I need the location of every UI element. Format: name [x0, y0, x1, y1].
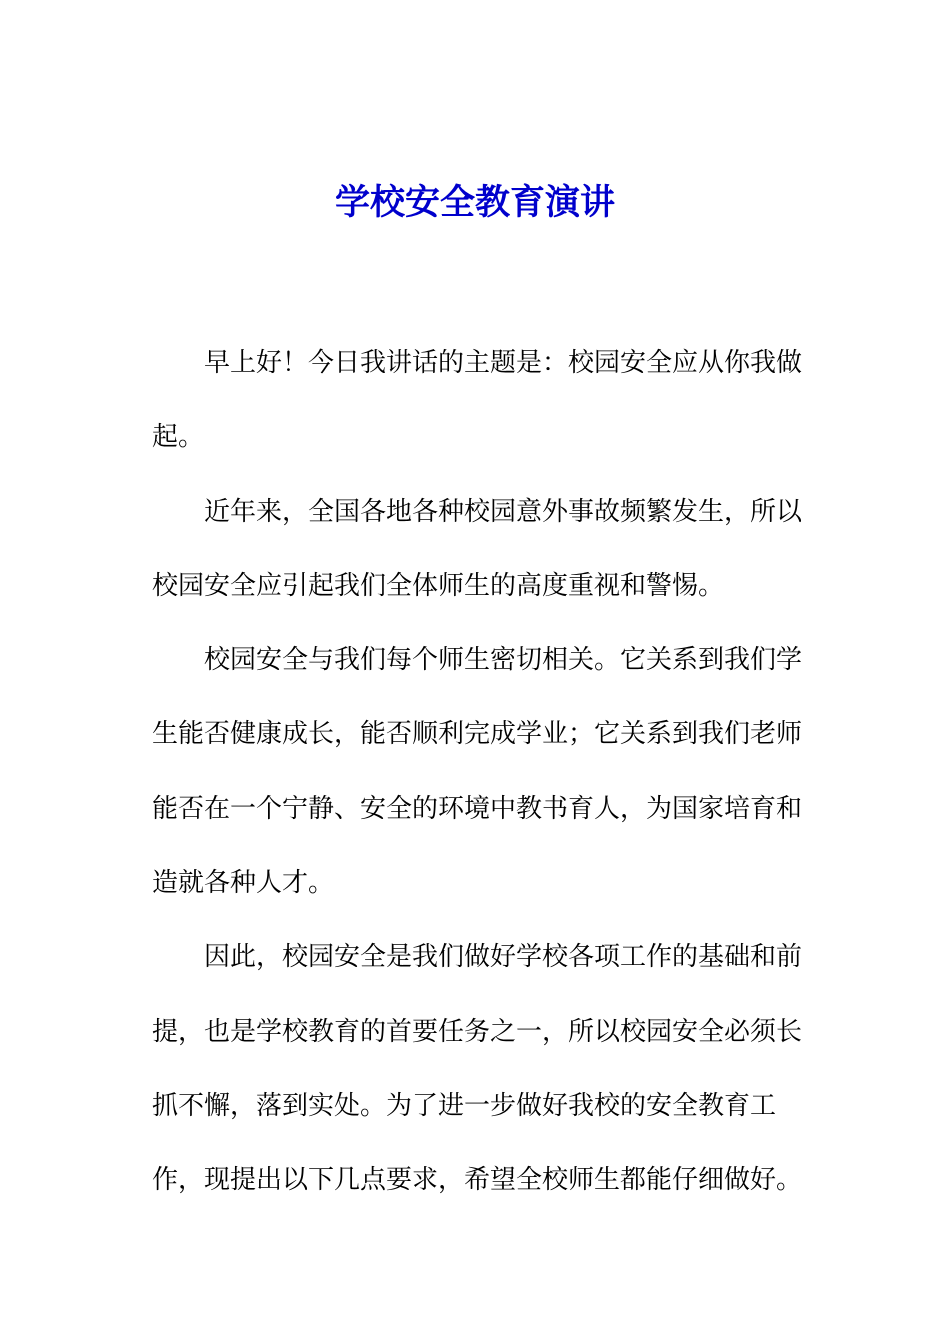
paragraph-1-line-2: 起。	[152, 422, 205, 453]
document-title: 学校安全教育演讲	[334, 182, 615, 223]
paragraph-2-line-1: 近年来，全国各地各种校园意外事故频繁发生，所以	[204, 496, 803, 527]
paragraph-3-line-1: 校园安全与我们每个师生密切相关。它关系到我们学	[204, 645, 803, 676]
paragraph-4-line-3: 抓不懈，落到实处。为了进一步做好我校的安全教育工	[152, 1090, 777, 1121]
paragraph-4-line-2: 提，也是学校教育的首要任务之一，所以校园安全必须长	[152, 1016, 803, 1047]
paragraph-2-line-2: 校园安全应引起我们全体师生的高度重视和警惕。	[152, 570, 725, 601]
paragraph-3-line-4: 造就各种人才。	[152, 868, 335, 899]
paragraph-3-line-2: 生能否健康成长，能否顺利完成学业；它关系到我们老师	[152, 719, 803, 750]
paragraph-3-line-3: 能否在一个宁静、安全的环境中教书育人，为国家培育和	[152, 793, 803, 824]
paragraph-1-line-1: 早上好！今日我讲话的主题是：校园安全应从你我做	[204, 348, 803, 378]
paragraph-4-line-4: 作，现提出以下几点要求，希望全校师生都能仔细做好。	[152, 1165, 803, 1196]
paragraph-4-line-1: 因此，校园安全是我们做好学校各项工作的基础和前	[204, 942, 803, 973]
document-body	[152, 326, 802, 1218]
